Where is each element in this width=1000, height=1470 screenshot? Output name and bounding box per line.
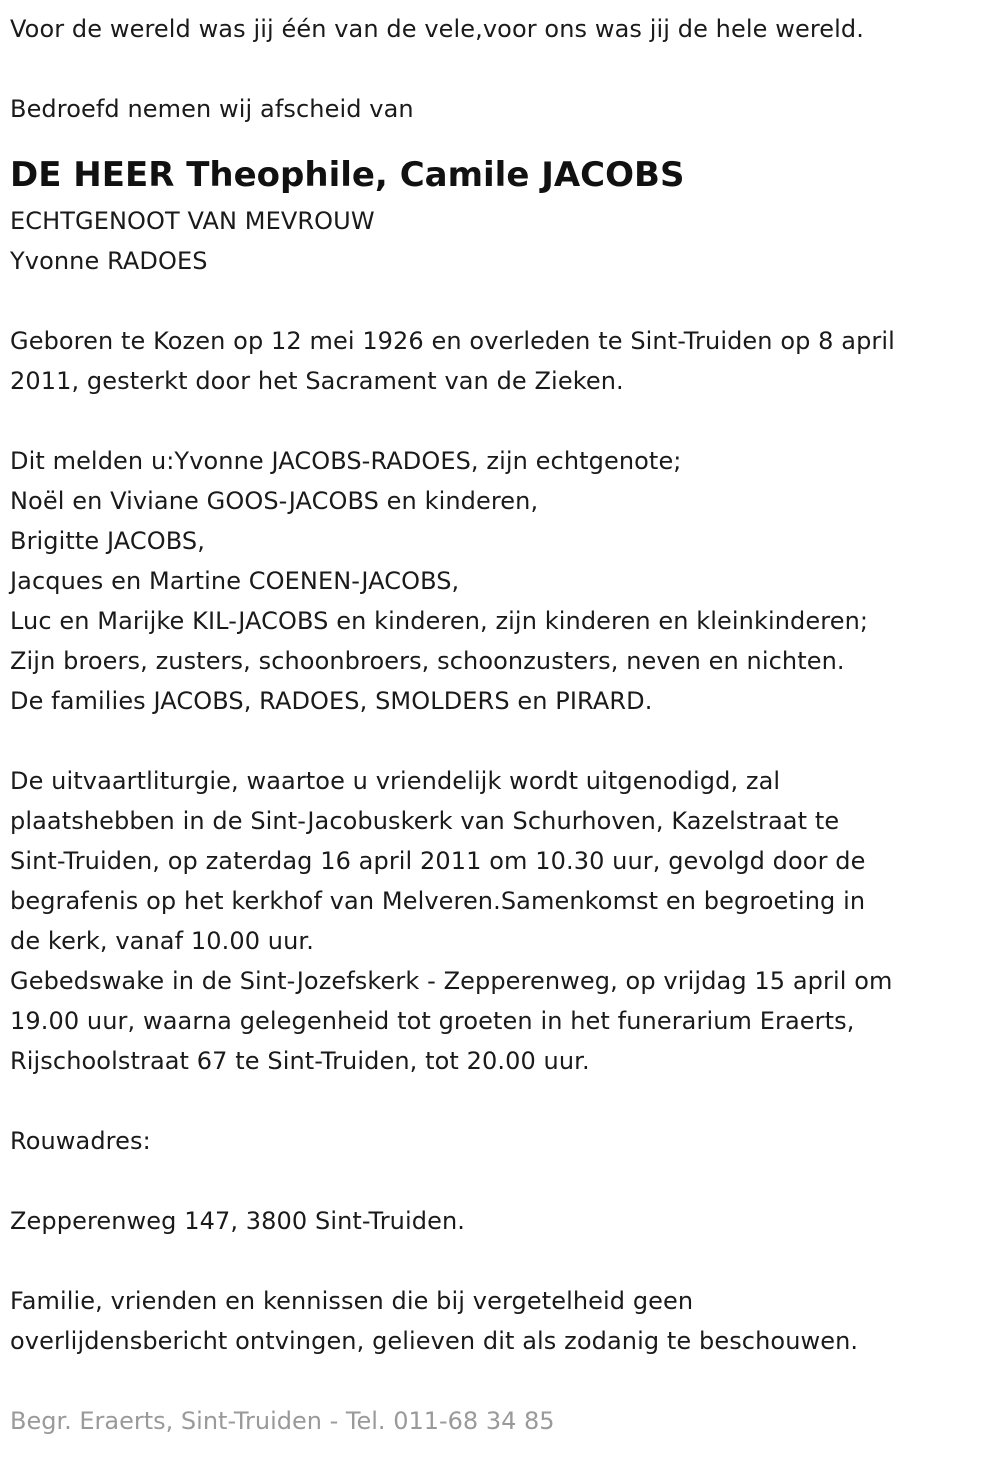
family-line: Dit melden u:Yvonne JACOBS-RADOES, zijn echtgenote; — [10, 447, 682, 475]
spacer — [10, 49, 990, 89]
funeral-home-footer: Begr. Eraerts, Sint-Truiden - Tel. 011-68 34 85 — [10, 1407, 555, 1435]
birth-death-paragraph — [10, 321, 990, 401]
spouse-label: ECHTGENOOT VAN MEVROUW — [10, 207, 375, 235]
paragraph-line: De uitvaartliturgie, waartoe u vriendelijk wordt uitgenodigd, zal — [10, 767, 781, 795]
family-line: Zijn broers, zusters, schoonbroers, schoonzusters, neven en nichten. — [10, 647, 845, 675]
family-line: Brigitte JACOBS, — [10, 527, 205, 555]
paragraph-line: 2011, gesterkt door het Sacrament van de Zieken. — [10, 367, 624, 395]
paragraph-line: Gebedswake in de Sint-Jozefskerk - Zepperenweg, op vrijdag 15 april om — [10, 967, 893, 995]
paragraph-line: plaatshebben in de Sint-Jacobuskerk van Schurhoven, Kazelstraat te — [10, 807, 840, 835]
paragraph-line: Geboren te Kozen op 12 mei 1926 en overleden te Sint-Truiden op 8 april — [10, 327, 895, 355]
spacer — [10, 1241, 990, 1281]
spacer — [10, 281, 990, 321]
closing-paragraph — [10, 1281, 990, 1361]
ceremony-paragraph — [10, 761, 990, 1081]
paragraph-line: de kerk, vanaf 10.00 uur. — [10, 927, 314, 955]
paragraph-line: Sint-Truiden, op zaterdag 16 april 2011 om 10.30 uur, gevolgd door de — [10, 847, 866, 875]
spacer — [10, 401, 990, 441]
family-line: Jacques en Martine COENEN-JACOBS, — [10, 567, 460, 595]
spacer — [10, 1361, 990, 1401]
deceased-name: DE HEER Theophile, Camile JACOBS — [10, 155, 685, 195]
motto: Voor de wereld was jij één van de vele,voor ons was jij de hele wereld. — [10, 15, 864, 43]
spacer — [10, 721, 990, 761]
spacer — [10, 1161, 990, 1201]
family-line: Luc en Marijke KIL-JACOBS en kinderen, zijn kinderen en kleinkinderen; — [10, 607, 869, 635]
family-list — [10, 441, 990, 721]
paragraph-line: Rijschoolstraat 67 te Sint-Truiden, tot 20.00 uur. — [10, 1047, 590, 1075]
mourning-address: Zepperenweg 147, 3800 Sint-Truiden. — [10, 1207, 465, 1235]
spacer — [10, 1081, 990, 1121]
paragraph-line: begrafenis op het kerkhof van Melveren.Samenkomst en begroeting in — [10, 887, 866, 915]
family-line: De families JACOBS, RADOES, SMOLDERS en PIRARD. — [10, 687, 653, 715]
intro-text: Bedroefd nemen wij afscheid van — [10, 95, 414, 123]
paragraph-line: overlijdensbericht ontvingen, gelieven dit als zodanig te beschouwen. — [10, 1327, 859, 1355]
spouse-name: Yvonne RADOES — [10, 247, 208, 275]
paragraph-line: 19.00 uur, waarna gelegenheid tot groeten in het funerarium Eraerts, — [10, 1007, 855, 1035]
address-label: Rouwadres: — [10, 1127, 151, 1155]
paragraph-line: Familie, vrienden en kennissen die bij vergetelheid geen — [10, 1287, 694, 1315]
family-line: Noël en Viviane GOOS-JACOBS en kinderen, — [10, 487, 539, 515]
